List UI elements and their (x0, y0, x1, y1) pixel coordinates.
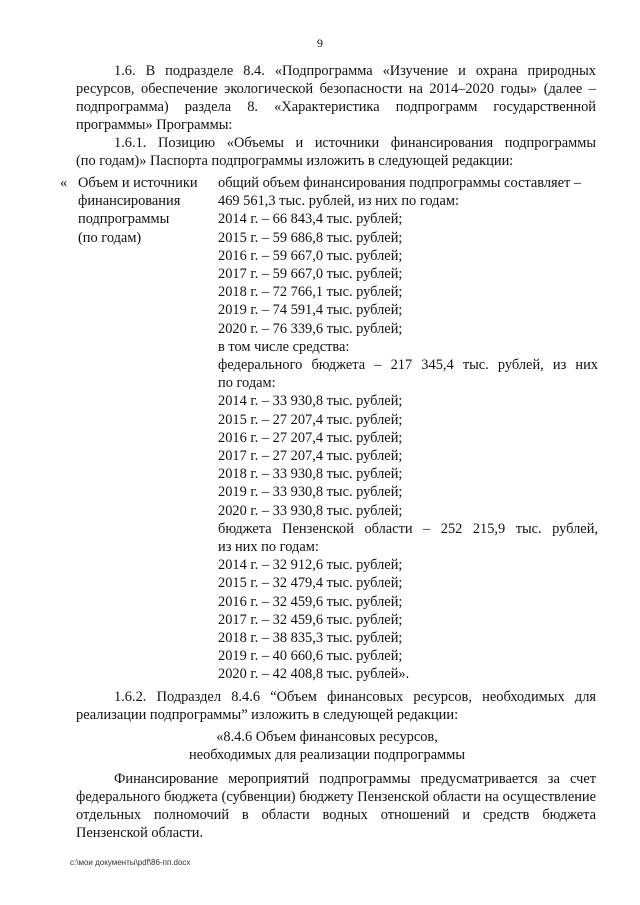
right-line: 2017 г. – 59 667,0 тыс. рублей; (218, 266, 403, 283)
right-line: 469 561,3 тыс. рублей, из них по годам: (218, 193, 459, 210)
text-line: реализации подпрограммы” изложить в следующей редакции: (76, 707, 459, 723)
right-line: из них по годам: (218, 539, 319, 556)
text-line: отдельных полномочий в области водных отношений и средств бюджета (76, 807, 596, 823)
text-line: федерального бюджета (субвенции) бюджету Пензенской области на осуществление (76, 789, 596, 805)
right-line: 2017 г. – 32 459,6 тыс. рублей; (218, 611, 403, 628)
table-right-column (218, 174, 598, 684)
text-line: 1.6.2. Подраздел 8.4.6 “Объем финансовых ресурсов, необходимых для (114, 689, 596, 705)
right-line: федерального бюджета – 217 345,4 тыс. рублей, из них (218, 357, 598, 374)
right-line: 2019 г. – 74 591,4 тыс. рублей; (218, 302, 403, 319)
paragraph-1-6-1 (76, 134, 596, 170)
right-line: бюджета Пензенской области – 252 215,9 тыс. рублей, (218, 520, 598, 537)
right-line: 2015 г. – 32 479,4 тыс. рублей; (218, 575, 403, 592)
right-line: 2016 г. – 27 207,4 тыс. рублей; (218, 429, 403, 446)
right-line: 2017 г. – 27 207,4 тыс. рублей; (218, 448, 403, 465)
file-path-footer: c:\мои документы\pdf\86-пп.docx (70, 858, 191, 867)
right-line: 2015 г. – 59 686,8 тыс. рублей; (218, 229, 403, 246)
text-line: ресурсов, обеспечение экологической безопасности на 2014–2020 годы» (далее – (76, 81, 596, 97)
left-label-line: (по годам) (78, 229, 142, 246)
heading-line: «8.4.6 Объем финансовых ресурсов, (216, 729, 438, 745)
text-line: подпрограмма) раздела 8. «Характеристика подпрограмм государственной (76, 99, 596, 115)
text-line: Финансирование мероприятий подпрограммы предусматривается за счет (114, 771, 596, 787)
right-line: 2019 г. – 40 660,6 тыс. рублей; (218, 648, 403, 665)
right-line: 2018 г. – 72 766,1 тыс. рублей; (218, 284, 403, 301)
right-line: 2019 г. – 33 930,8 тыс. рублей; (218, 484, 403, 501)
heading-line: необходимых для реализации подпрограммы (189, 747, 465, 763)
right-line: 2016 г. – 32 459,6 тыс. рублей; (218, 593, 403, 610)
right-line: 2020 г. – 33 930,8 тыс. рублей; (218, 502, 403, 519)
text-line: 1.6. В подразделе 8.4. «Подпрограмма «Изучение и охрана природных (114, 63, 596, 79)
right-line: 2015 г. – 27 207,4 тыс. рублей; (218, 411, 403, 428)
left-label-line: финансирования (78, 193, 181, 210)
right-line: 2020 г. – 76 339,6 тыс. рублей; (218, 320, 403, 337)
right-line: 2014 г. – 32 912,6 тыс. рублей; (218, 557, 403, 574)
text-line: Пензенской области. (76, 825, 204, 841)
right-line: 2016 г. – 59 667,0 тыс. рублей; (218, 247, 403, 264)
right-line: 2018 г. – 33 930,8 тыс. рублей; (218, 466, 403, 483)
page-number: 9 (317, 36, 323, 50)
right-line: 2020 г. – 42 408,8 тыс. рублей». (218, 666, 410, 683)
table-left-column (78, 174, 213, 247)
paragraph-1-6-2 (76, 688, 596, 724)
opening-quote: « (60, 175, 68, 191)
section-heading (0, 728, 640, 764)
paragraph-1-6 (76, 62, 596, 134)
text-line: 1.6.1. Позицию «Объемы и источники финансирования подпрограммы (114, 135, 596, 151)
right-line: по годам: (218, 375, 276, 392)
text-line: (по годам)» Паспорта подпрограммы изложить в следующей редакции: (76, 153, 514, 169)
right-line: 2018 г. – 38 835,3 тыс. рублей; (218, 630, 403, 647)
right-line: общий объем финансирования подпрограммы составляет – (218, 175, 582, 191)
paragraph-financing (76, 770, 596, 842)
right-line: 2014 г. – 66 843,4 тыс. рублей; (218, 211, 403, 228)
text-line: программы» Программы: (76, 117, 233, 133)
right-line: в том числе средства: (218, 338, 350, 355)
right-line: 2014 г. – 33 930,8 тыс. рублей; (218, 393, 403, 410)
left-label-line: подпрограммы (78, 211, 170, 228)
left-label-line: Объем и источники (78, 175, 198, 191)
